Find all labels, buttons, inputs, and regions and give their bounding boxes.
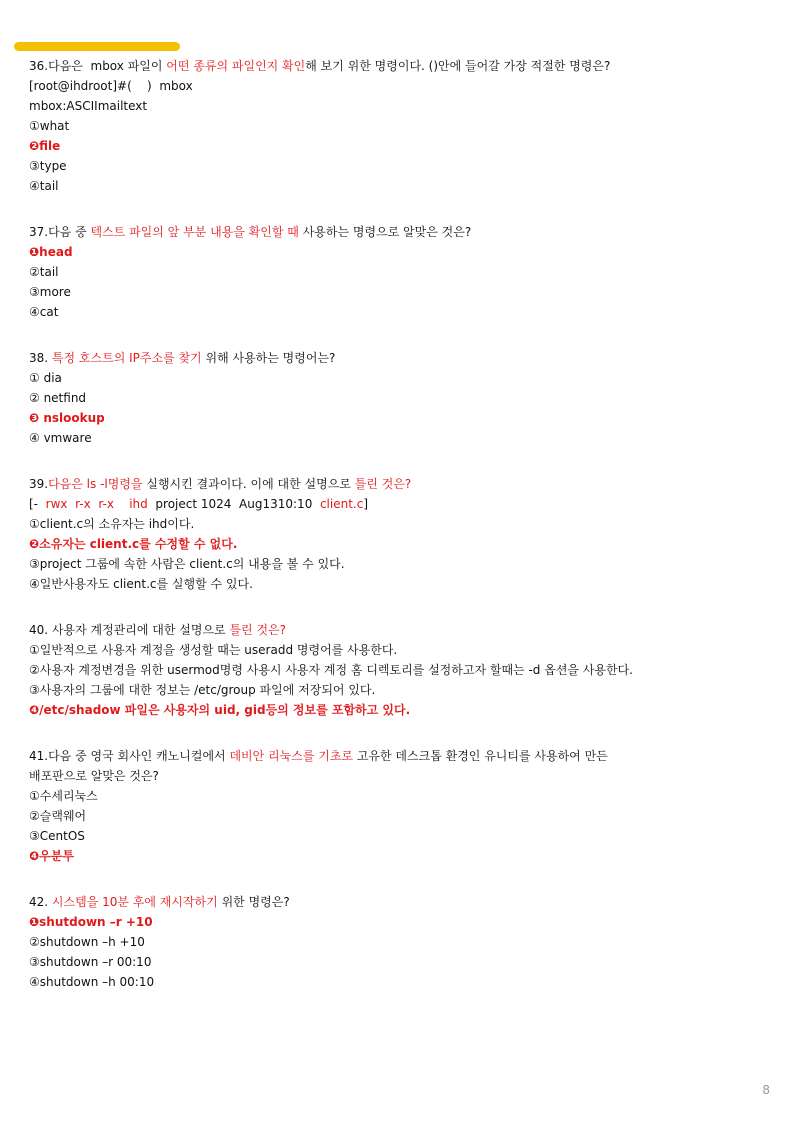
question-stem: [29, 620, 769, 640]
answer-option-correct: ❷file: [29, 139, 61, 153]
answer-option: ③project 그룹에 속한 사람은 client.c의 내용을 볼 수 있다.: [29, 557, 345, 571]
question-detail-line: [29, 494, 769, 514]
detail-text: project 1024 Aug1310:10: [147, 497, 320, 511]
question-number: 42.: [29, 895, 49, 909]
detail-text: [114, 497, 129, 511]
question-stem: [29, 348, 769, 368]
question-number: 36.: [29, 59, 49, 73]
detail-text: client.c: [319, 497, 364, 511]
question-keyword: 다음은 ls -l명령을: [48, 477, 143, 491]
question-text: 다음 중 영국 회사인 캐노니컬에서: [48, 749, 230, 763]
question-text: 실행시킨 결과이다. 이에 대한 설명으로: [142, 477, 355, 491]
answer-option-correct: ❹/etc/shadow 파일은 사용자의 uid, gid등의 정보를 포함하고 있다.: [29, 703, 411, 717]
question-number: 41.: [29, 749, 49, 763]
question-keyword: 특정 호스트의 IP주소를 찾기: [51, 351, 202, 365]
answer-option-correct: ❶head: [29, 245, 73, 259]
question-text: 고유한 데스크톱 환경인 유니티를 사용하여 만든: [353, 749, 608, 763]
answer-option: ②사용자 계정변경을 위한 usermod명령 사용시 사용자 계정 홈 디렉토리를 설정하고자 할때는 -d 옵션을 사용한다.: [29, 663, 633, 677]
question-number: 38.: [29, 351, 49, 365]
question-text: 다음은 mbox 파일이: [48, 59, 167, 73]
question-block: [29, 222, 769, 322]
answer-option-correct: ❸ nslookup: [29, 411, 105, 425]
answer-option: ①client.c의 소유자는 ihd이다.: [29, 517, 195, 531]
question-number: 37.: [29, 225, 49, 239]
question-stem: [29, 222, 769, 242]
question-block: [29, 56, 769, 196]
question-text: 해 보기 위한 명령이다. ()안에 들어갈 가장 적절한 명령은?: [305, 59, 611, 73]
question-keyword: 틀린 것은?: [354, 477, 412, 491]
answer-option: ③type: [29, 159, 67, 173]
question-detail-line: mbox:ASCIImailtext: [29, 99, 148, 113]
question-keyword: 시스템을 10분 후에 재시작하기: [51, 895, 218, 909]
answer-option-correct: ❹우분투: [29, 849, 74, 863]
highlight-bar: [14, 42, 180, 51]
question-stem: [29, 892, 769, 912]
answer-option-correct: ❷소유자는 client.c를 수정할 수 없다.: [29, 537, 238, 551]
detail-text: ]: [363, 497, 369, 511]
question-detail-line: 배포판으로 알맞은 것은?: [29, 769, 159, 783]
answer-option: ②shutdown –h +10: [29, 935, 145, 949]
answer-option: ③shutdown –r 00:10: [29, 955, 152, 969]
answer-option-correct: ❶shutdown –r +10: [29, 915, 153, 929]
question-text: 위해 사용하는 명령어는?: [201, 351, 336, 365]
question-block: [29, 620, 769, 720]
question-keyword: 텍스트 파일의 앞 부분 내용을 확인할 때: [90, 225, 299, 239]
answer-option: ②슬랙웨어: [29, 809, 87, 823]
answer-option: ①일반적으로 사용자 계정을 생성할 때는 useradd 명령어를 사용한다.: [29, 643, 398, 657]
answer-option: ②tail: [29, 265, 59, 279]
answer-option: ④일반사용자도 client.c를 실행할 수 있다.: [29, 577, 253, 591]
question-stem: [29, 474, 769, 494]
question-stem: [29, 746, 769, 766]
question-number: 39.: [29, 477, 49, 491]
answer-option: ③CentOS: [29, 829, 85, 843]
answer-option: ② netfind: [29, 391, 87, 405]
answer-option: ①수세리눅스: [29, 789, 98, 803]
question-keyword: 데비안 리눅스를 기초로: [229, 749, 354, 763]
detail-text: rwx r-x r-x: [45, 497, 114, 511]
answer-option: ① dia: [29, 371, 62, 385]
question-detail-line: [root@ihdroot]#( ) mbox: [29, 79, 193, 93]
question-keyword: 어떤 종류의 파일인지 확인: [166, 59, 306, 73]
document-page: [29, 56, 769, 1018]
answer-option: ③사용자의 그룹에 대한 정보는 /etc/group 파일에 저장되어 있다.: [29, 683, 376, 697]
answer-option: ④cat: [29, 305, 59, 319]
question-text: 위한 명령은?: [217, 895, 290, 909]
question-number: 40.: [29, 623, 49, 637]
question-stem: [29, 56, 769, 76]
page-number: 8: [762, 1083, 770, 1097]
question-block: [29, 474, 769, 594]
detail-text: [-: [29, 497, 46, 511]
question-text: 사용자 계정관리에 대한 설명으로: [48, 623, 230, 637]
question-block: [29, 746, 769, 866]
answer-option: ④shutdown –h 00:10: [29, 975, 155, 989]
answer-option: ④ vmware: [29, 431, 92, 445]
question-text: 사용하는 명령으로 알맞은 것은?: [298, 225, 472, 239]
answer-option: ③more: [29, 285, 71, 299]
question-block: [29, 892, 769, 992]
answer-option: ④tail: [29, 179, 59, 193]
question-block: [29, 348, 769, 448]
question-text: 다음 중: [48, 225, 91, 239]
question-keyword: 틀린 것은?: [229, 623, 287, 637]
answer-option: ①what: [29, 119, 70, 133]
detail-text: ihd: [129, 497, 148, 511]
